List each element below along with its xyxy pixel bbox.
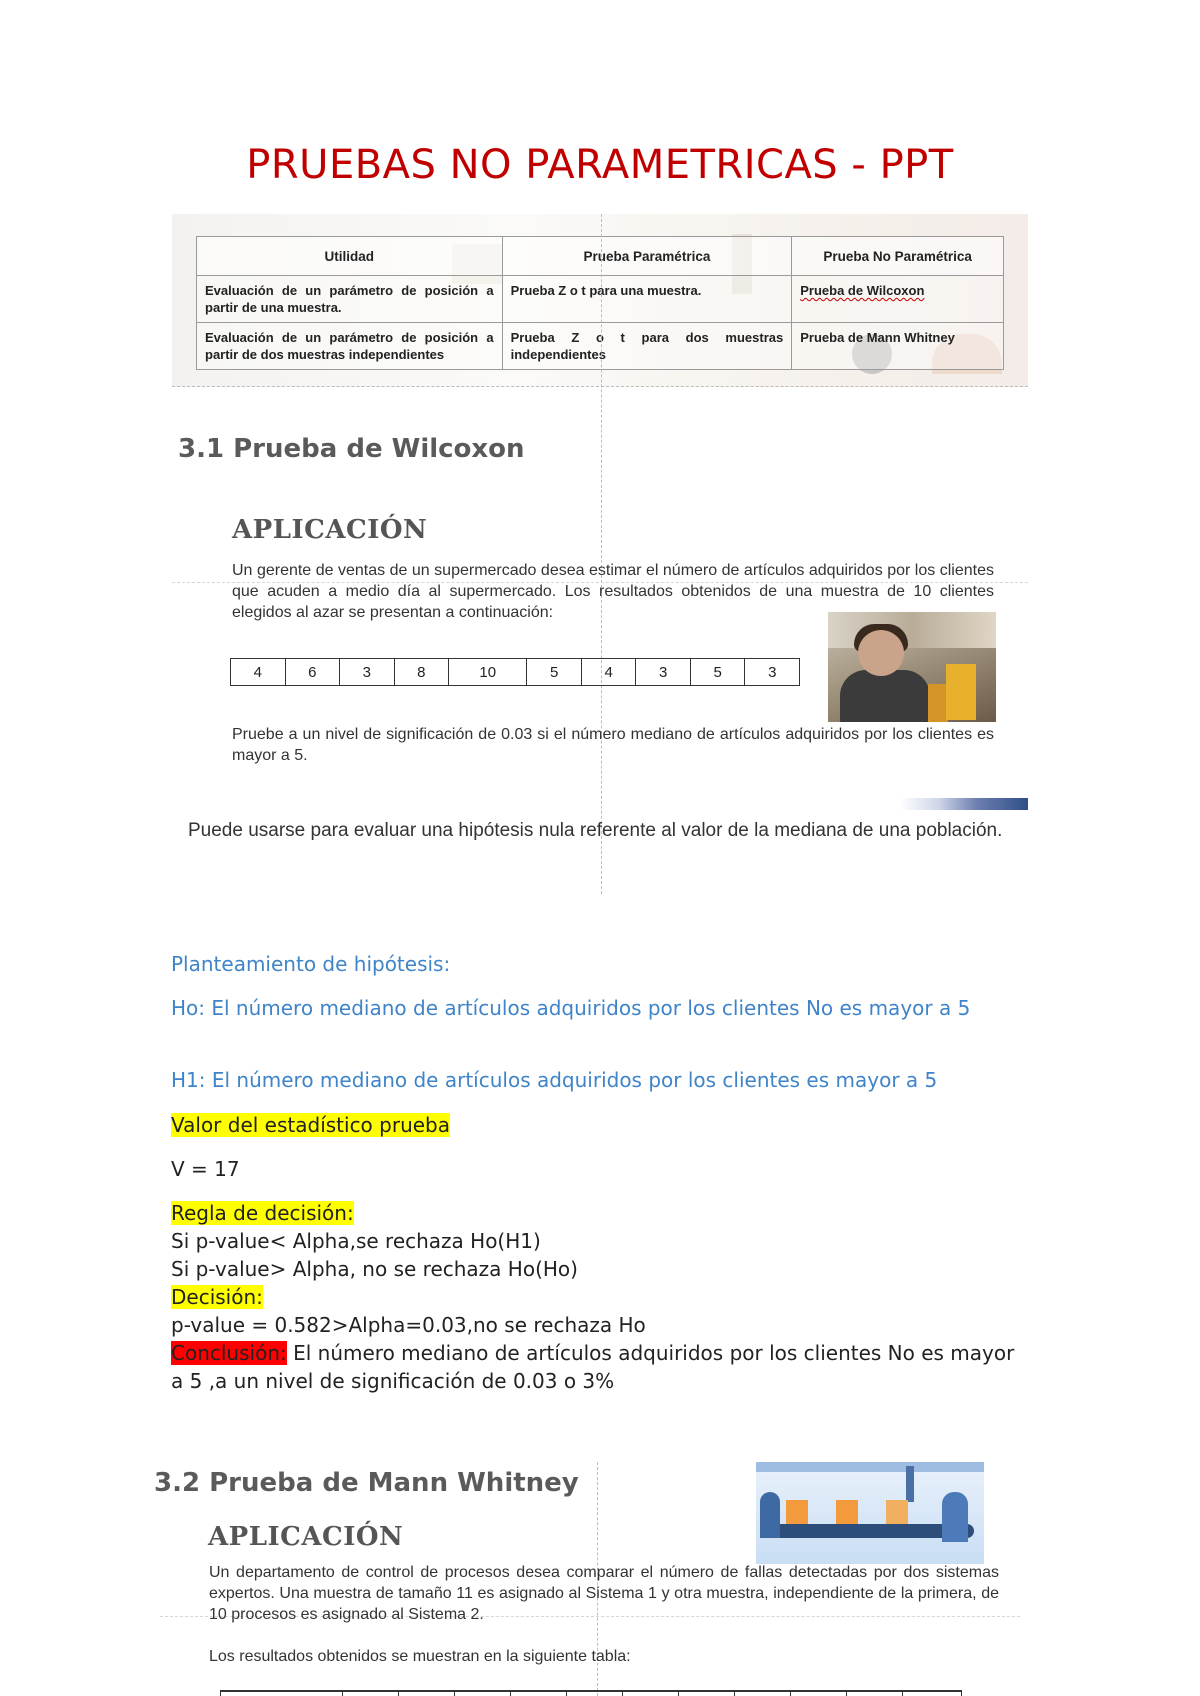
cell-parametrica: Prueba Z o t para dos muestras independientes	[502, 323, 792, 370]
photo-product	[928, 684, 948, 722]
photo-person-body	[840, 670, 930, 722]
conclusion-label: Conclusión:	[171, 1341, 287, 1365]
header-utilidad: Utilidad	[197, 237, 503, 276]
sample-value: 8	[394, 659, 449, 686]
sample-value: 3	[340, 659, 395, 686]
illustration-worker	[760, 1492, 780, 1538]
wilcoxon-intro: Un gerente de ventas de un supermercado desea estimar el número de artículos adquiridos por los clientes que acuden a medio día al supermercado. Los resultados obtenidos de una muestra de 10 clientes elegidos al azar se presentan a continuación:	[232, 562, 994, 621]
page-title: PRUEBAS NO PARAMETRICAS - PPT	[246, 142, 954, 188]
section-heading-wilcoxon: 3.1 Prueba de Wilcoxon	[178, 434, 525, 464]
statistic-label	[171, 1111, 450, 1139]
sample-value: 6	[285, 659, 340, 686]
wilcoxon-label: Prueba de Wilcoxon	[800, 283, 925, 298]
results-table-top-border	[220, 1690, 962, 1692]
sample-value: 5	[527, 659, 582, 686]
conclusion	[171, 1339, 1021, 1395]
sample-data-table	[230, 658, 800, 686]
statistic-value: V = 17	[171, 1157, 240, 1181]
mann-whitney-table-intro: Los resultados obtenidos se muestran en la siguiente tabla:	[209, 1648, 631, 1665]
decision-label-text: Decisión:	[171, 1285, 263, 1309]
illustration-box	[786, 1500, 808, 1524]
cell-parametrica: Prueba Z o t para una muestra.	[502, 276, 792, 323]
aplicacion-heading: APLICACIÓN	[208, 1522, 404, 1552]
section-heading-mann-whitney: 3.2 Prueba de Mann Whitney	[154, 1468, 579, 1498]
sample-value: 4	[231, 659, 286, 686]
decorative-banner	[900, 798, 1028, 810]
cell-utilidad: Evaluación de un parámetro de posición a partir de dos muestras independientes	[197, 323, 503, 370]
table-header-row	[197, 237, 1004, 276]
table-row	[197, 276, 1004, 323]
decision-rule-label	[171, 1199, 354, 1227]
comparison-table	[196, 236, 1004, 370]
sample-value: 10	[449, 659, 527, 686]
illustration-box	[886, 1500, 908, 1524]
sample-value: 4	[581, 659, 636, 686]
cell-utilidad: Evaluación de un parámetro de posición a partir de una muestra.	[197, 276, 503, 323]
header-parametrica: Prueba Paramétrica	[502, 237, 792, 276]
wilcoxon-question: Pruebe a un nivel de significación de 0.03 si el número mediano de artículos adquiridos por los clientes es mayor a 5.	[232, 726, 994, 764]
illustration-box	[836, 1500, 858, 1524]
decision-label	[171, 1283, 263, 1311]
comparison-table-panel	[172, 214, 1028, 387]
photo-product	[946, 664, 976, 720]
wilcoxon-note: Puede usarse para evaluar una hipótesis nula referente al valor de la mediana de una población.	[188, 820, 1003, 841]
mann-whitney-intro: Un departamento de control de procesos desea comparar el número de fallas detectadas por dos sistemas expertos. Una muestra de tamaño 11 es asignado al Sistema 1 y otra muestra, independiente de la primera, de 10 procesos es asignado al Sistema 2.	[209, 1564, 999, 1623]
illustration-robot-arm	[906, 1466, 914, 1502]
aplicacion-heading: APLICACIÓN	[232, 515, 428, 545]
conclusion-text: El número mediano de artículos adquiridos por los clientes No es mayor a 5 ,a un nivel de significación de 0.03 o 3%	[171, 1341, 1015, 1393]
decision-rule-label-text: Regla de decisión:	[171, 1201, 354, 1225]
alternative-hypothesis: H1: El número mediano de artículos adquiridos por los clientes es mayor a 5	[171, 1068, 938, 1092]
sample-value: 3	[745, 659, 800, 686]
sample-value: 3	[636, 659, 691, 686]
decision-rule-line2: Si p-value> Alpha, no se rechaza Ho(Ho)	[171, 1257, 578, 1281]
header-no-parametrica: Prueba No Paramétrica	[792, 237, 1004, 276]
table-row	[197, 323, 1004, 370]
illustration-worker	[942, 1492, 968, 1542]
decision-text: p-value = 0.582>Alpha=0.03,no se rechaza Ho	[171, 1313, 646, 1337]
hypothesis-label: Planteamiento de hipótesis:	[171, 952, 451, 976]
decision-rule-line1: Si p-value< Alpha,se rechaza Ho(H1)	[171, 1229, 541, 1253]
null-hypothesis: Ho: El número mediano de artículos adquiridos por los clientes No es mayor a 5	[171, 996, 971, 1020]
factory-illustration	[756, 1462, 984, 1564]
cell-no-parametrica	[792, 276, 1004, 323]
page-guide	[601, 214, 602, 894]
cell-no-parametrica: Prueba de Mann Whitney	[792, 323, 1004, 370]
statistic-label-text: Valor del estadístico prueba	[171, 1113, 451, 1137]
sample-row	[231, 659, 800, 686]
sample-value: 5	[690, 659, 745, 686]
cashier-photo	[828, 612, 996, 722]
photo-person-face	[858, 630, 904, 676]
illustration-ceiling	[756, 1462, 984, 1472]
